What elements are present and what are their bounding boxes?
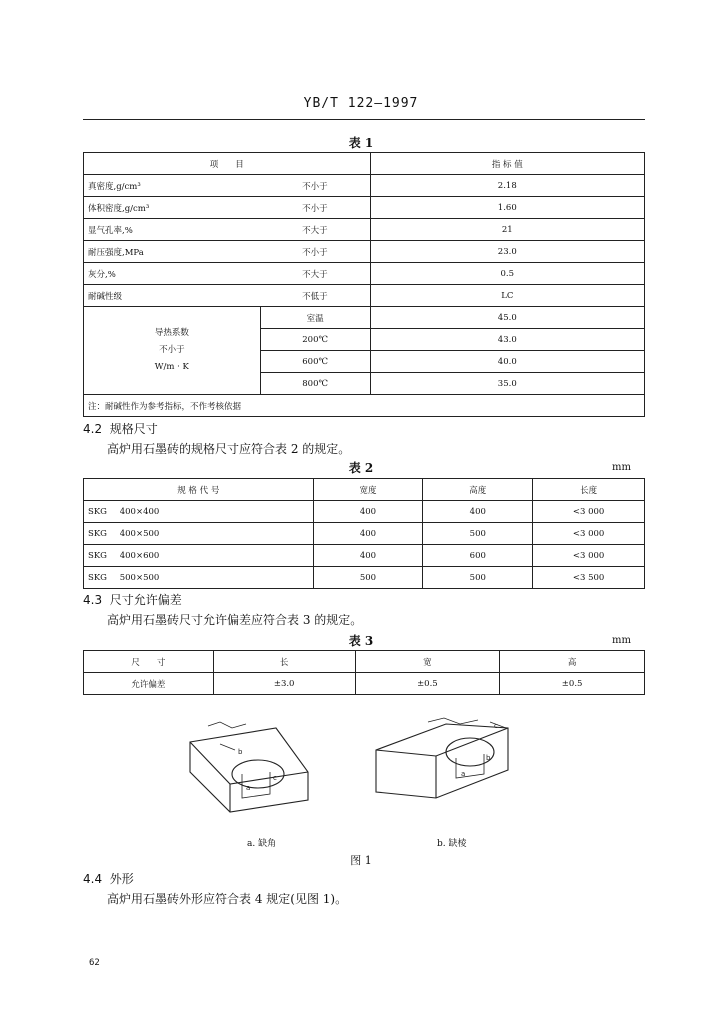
- tolerance-label: 允许偏差: [84, 673, 214, 695]
- thermal-conductivity-label: [84, 307, 261, 395]
- table-row: [84, 197, 645, 219]
- table-row: [84, 567, 645, 589]
- spec-height: 500: [423, 567, 533, 589]
- table-row: [84, 263, 645, 285]
- thermal-temp: 200℃: [260, 329, 370, 351]
- thermal-value: 35.0: [370, 373, 644, 395]
- thermal-label-line3: W/m · K: [154, 362, 189, 372]
- spec-width: 400: [313, 545, 423, 567]
- property-condition: 不小于: [260, 241, 370, 263]
- thermal-label-line1: 导热系数: [154, 328, 189, 338]
- table-row: [84, 175, 645, 197]
- table2-title: 表 2: [348, 461, 374, 475]
- table-row: [84, 241, 645, 263]
- table3-head: 高: [500, 651, 645, 673]
- table1-note: 注：耐碱性作为参考指标，不作考核依据: [84, 395, 645, 417]
- header-rule: [83, 119, 645, 120]
- table3: [83, 650, 645, 695]
- table2-head: 宽度: [313, 479, 423, 501]
- table1-head-value: 指 标 值: [370, 153, 644, 175]
- mark-c-left: c: [273, 774, 277, 782]
- spec-code-prefix: SKG: [88, 572, 107, 583]
- property-name: 体积密度,g/cm³: [84, 197, 261, 219]
- spec-code: [84, 501, 314, 523]
- mark-a-left: a: [246, 784, 251, 792]
- property-value: 1.60: [370, 197, 644, 219]
- table2-header-row: [84, 479, 645, 501]
- property-condition: 不小于: [260, 197, 370, 219]
- spec-length: <3 000: [533, 545, 645, 567]
- table-row: [84, 307, 645, 329]
- thermal-value: 40.0: [370, 351, 644, 373]
- spec-width: 400: [313, 501, 423, 523]
- table3-title: 表 3: [348, 634, 374, 648]
- section-title: 尺寸允许偏差: [109, 593, 182, 607]
- property-value: 0.5: [370, 263, 644, 285]
- section-4-4-text: 高炉用石墨砖外形应符合表 4 规定(见图 1)。: [107, 892, 348, 906]
- spec-height: 400: [423, 501, 533, 523]
- spec-height: 600: [423, 545, 533, 567]
- thermal-label-line2: 不小于: [159, 345, 185, 355]
- property-condition: 不大于: [260, 219, 370, 241]
- page-number: 62: [89, 958, 100, 968]
- thermal-temp: 室温: [260, 307, 370, 329]
- spec-code-size: 400×600: [119, 550, 160, 561]
- tolerance-length: ±3.0: [213, 673, 355, 695]
- figure-missing-corner: [180, 714, 340, 814]
- property-condition: 不大于: [260, 263, 370, 285]
- section-4-4-heading: [83, 870, 134, 887]
- property-name: 耐压强度,MPa: [84, 241, 261, 263]
- table2-head: 规 格 代 号: [84, 479, 314, 501]
- table1-title: 表 1: [348, 136, 374, 150]
- spec-code-prefix: SKG: [88, 506, 107, 517]
- section-title: 规格尺寸: [109, 422, 158, 436]
- table3-head: 宽: [355, 651, 500, 673]
- tolerance-height: ±0.5: [500, 673, 645, 695]
- thermal-temp: 800℃: [260, 373, 370, 395]
- property-name: 灰分,%: [84, 263, 261, 285]
- section-number: 4.2: [83, 422, 103, 436]
- spec-code-size: 500×500: [119, 572, 160, 583]
- mark-c-right: c: [494, 722, 498, 730]
- section-title: 外形: [109, 872, 134, 886]
- property-value: 2.18: [370, 175, 644, 197]
- table1-header-row: [84, 153, 645, 175]
- spec-code-size: 400×500: [119, 528, 160, 539]
- spec-width: 400: [313, 523, 423, 545]
- table-row: [84, 673, 645, 695]
- table1: [83, 152, 645, 417]
- mark-a-right: a: [461, 770, 466, 778]
- spec-length: <3 000: [533, 523, 645, 545]
- spec-code-prefix: SKG: [88, 550, 107, 561]
- table2: [83, 478, 645, 589]
- spec-code-prefix: SKG: [88, 528, 107, 539]
- spec-code-size: 400×400: [119, 506, 160, 517]
- property-name: 显气孔率,%: [84, 219, 261, 241]
- figure-label-b: b. 缺棱: [437, 839, 467, 849]
- mark-b-right: b: [486, 754, 491, 762]
- section-number: 4.3: [83, 593, 103, 607]
- section-4-2-text: 高炉用石墨砖的规格尺寸应符合表 2 的规定。: [107, 442, 351, 456]
- property-condition: 不低于: [260, 285, 370, 307]
- tolerance-width: ±0.5: [355, 673, 500, 695]
- table1-note-row: [84, 395, 645, 417]
- spec-length: <3 000: [533, 501, 645, 523]
- spec-width: 500: [313, 567, 423, 589]
- document-header: YB/T 122—1997: [303, 96, 419, 111]
- table2-head: 长度: [533, 479, 645, 501]
- property-value: 21: [370, 219, 644, 241]
- thermal-value: 45.0: [370, 307, 644, 329]
- table3-unit: mm: [612, 635, 631, 646]
- thermal-temp: 600℃: [260, 351, 370, 373]
- table3-head: 长: [213, 651, 355, 673]
- spec-length: <3 500: [533, 567, 645, 589]
- property-name: 真密度,g/cm³: [84, 175, 261, 197]
- spec-height: 500: [423, 523, 533, 545]
- table-row: [84, 545, 645, 567]
- property-value: LC: [370, 285, 644, 307]
- table-row: [84, 219, 645, 241]
- property-condition: 不小于: [260, 175, 370, 197]
- section-4-2-heading: [83, 420, 158, 437]
- table2-unit: mm: [612, 462, 631, 473]
- section-4-3-text: 高炉用石墨砖尺寸允许偏差应符合表 3 的规定。: [107, 613, 363, 627]
- table1-head-item: 项 目: [84, 153, 371, 175]
- table3-header-row: [84, 651, 645, 673]
- section-number: 4.4: [83, 872, 103, 886]
- table-row: [84, 523, 645, 545]
- mark-b-left: b: [238, 748, 243, 756]
- figure-caption: 图 1: [350, 854, 372, 867]
- spec-code: [84, 523, 314, 545]
- thermal-value: 43.0: [370, 329, 644, 351]
- spec-code: [84, 567, 314, 589]
- property-value: 23.0: [370, 241, 644, 263]
- section-4-3-heading: [83, 591, 182, 608]
- spec-code: [84, 545, 314, 567]
- property-name: 耐碱性级: [84, 285, 261, 307]
- table2-head: 高度: [423, 479, 533, 501]
- figure-missing-edge: [368, 714, 528, 814]
- table-row: [84, 501, 645, 523]
- table-row: [84, 285, 645, 307]
- table3-head: 尺 寸: [84, 651, 214, 673]
- figure-label-a: a. 缺角: [247, 839, 277, 849]
